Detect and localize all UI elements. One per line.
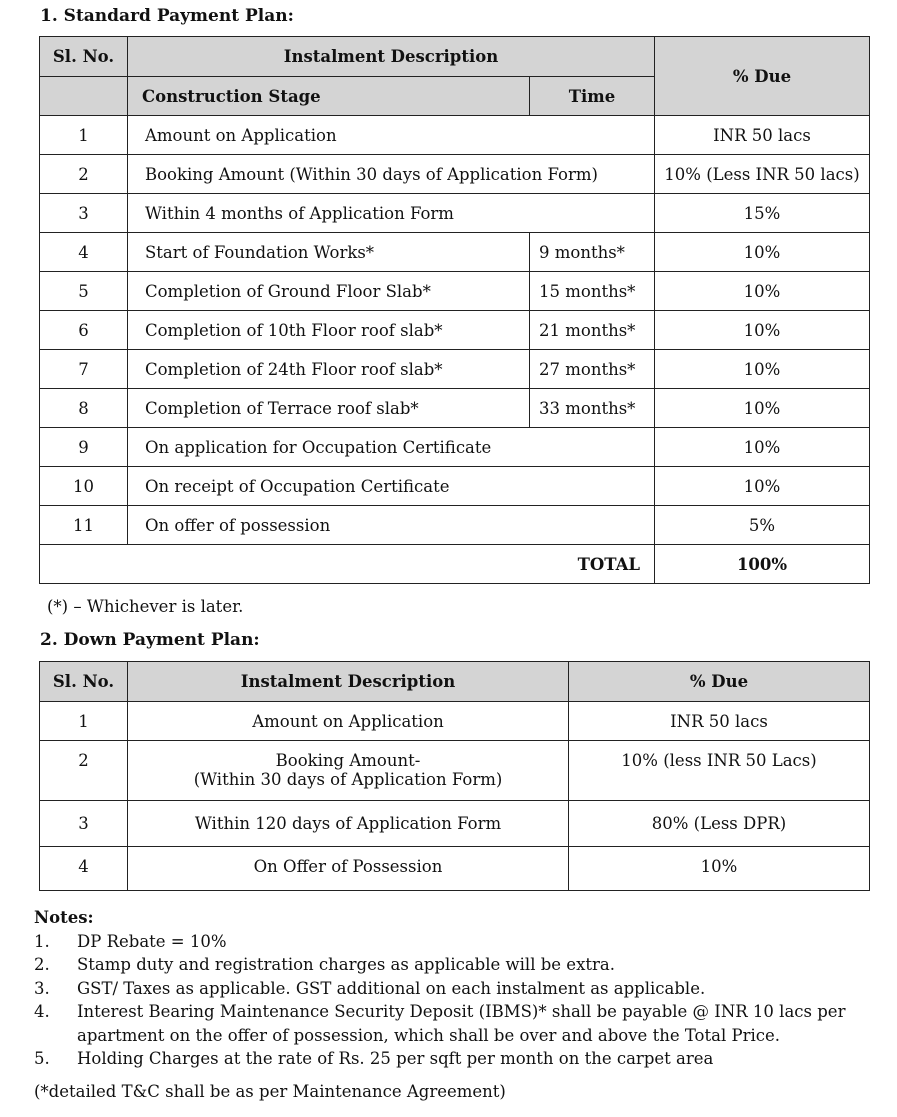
row-description: Within 120 days of Application Form	[128, 801, 569, 847]
row-due: 10%	[655, 272, 870, 311]
row-sl: 3	[40, 194, 128, 233]
total-row	[40, 545, 870, 584]
terms-conditions-note: (*detailed T&C shall be as per Maintenance Agreement)	[34, 1082, 506, 1101]
total-value: 100%	[655, 545, 870, 584]
row-stage: Completion of 24th Floor roof slab*	[128, 350, 530, 389]
row-sl: 1	[40, 702, 128, 741]
row-description: Amount on Application	[128, 702, 569, 741]
whichever-later-footnote: (*) – Whichever is later.	[47, 597, 244, 616]
header-instalment-description: Instalment Description	[128, 662, 569, 702]
table-row	[40, 311, 870, 350]
row-sl: 2	[40, 741, 128, 801]
total-label: TOTAL	[40, 545, 655, 584]
row-stage: On application for Occupation Certificate	[128, 428, 655, 467]
note-number: 2.	[34, 955, 50, 974]
standard-payment-table	[39, 36, 870, 584]
header-sl-no: Sl. No.	[40, 37, 128, 77]
row-time: 21 months*	[530, 311, 655, 350]
row-due: 10%	[655, 350, 870, 389]
table-row	[40, 467, 870, 506]
row-description-line2: (Within 30 days of Application Form)	[193, 770, 503, 789]
row-sl: 11	[40, 506, 128, 545]
header-due: % Due	[569, 662, 870, 702]
table-row	[40, 847, 870, 891]
row-sl: 4	[40, 847, 128, 891]
note-text: Holding Charges at the rate of Rs. 25 per sqft per month on the carpet area	[77, 1049, 714, 1068]
table-row	[40, 194, 870, 233]
row-description-line1: Booking Amount-	[275, 751, 421, 770]
row-due: 10%	[655, 428, 870, 467]
row-description	[128, 741, 569, 801]
row-due: 15%	[655, 194, 870, 233]
table-row	[40, 272, 870, 311]
header-due: % Due	[655, 37, 870, 116]
header-instalment-description: Instalment Description	[128, 37, 655, 77]
table-row	[40, 702, 870, 741]
row-stage: Completion of Ground Floor Slab*	[128, 272, 530, 311]
row-stage: Booking Amount (Within 30 days of Application Form)	[128, 155, 655, 194]
row-stage: Start of Foundation Works*	[128, 233, 530, 272]
notes-section	[34, 906, 879, 1071]
table-row	[40, 428, 870, 467]
table-row	[40, 155, 870, 194]
table-row	[40, 741, 870, 801]
row-due: INR 50 lacs	[655, 116, 870, 155]
note-item	[34, 1000, 879, 1047]
down-plan-title: 2. Down Payment Plan:	[40, 630, 260, 650]
header-sl-no: Sl. No.	[40, 662, 128, 702]
row-sl: 4	[40, 233, 128, 272]
table-row	[40, 233, 870, 272]
row-description: On Offer of Possession	[128, 847, 569, 891]
row-sl: 1	[40, 116, 128, 155]
row-sl: 9	[40, 428, 128, 467]
row-stage: Completion of Terrace roof slab*	[128, 389, 530, 428]
row-due: 10%	[655, 311, 870, 350]
row-sl: 6	[40, 311, 128, 350]
table-row	[40, 389, 870, 428]
row-due: 10%	[655, 389, 870, 428]
row-stage: Amount on Application	[128, 116, 655, 155]
table-row	[40, 116, 870, 155]
header-time: Time	[530, 77, 655, 116]
note-text: Interest Bearing Maintenance Security Deposit (IBMS)* shall be payable @ INR 10 lacs per apartment on the offer of possession, which shall be over and above the Total Price.	[77, 1002, 846, 1045]
row-sl: 10	[40, 467, 128, 506]
standard-plan-title: 1. Standard Payment Plan:	[40, 6, 294, 26]
note-text: GST/ Taxes as applicable. GST additional on each instalment as applicable.	[77, 978, 706, 998]
note-item	[34, 1047, 879, 1071]
note-item	[34, 953, 879, 977]
row-time: 15 months*	[530, 272, 655, 311]
header-construction-stage: Construction Stage	[128, 77, 530, 116]
row-sl: 2	[40, 155, 128, 194]
row-sl: 5	[40, 272, 128, 311]
note-text: Stamp duty and registration charges as applicable will be extra.	[77, 955, 615, 974]
row-sl: 7	[40, 350, 128, 389]
notes-title: Notes:	[34, 908, 94, 927]
row-due: 10% (less INR 50 Lacs)	[569, 741, 870, 801]
row-due: 5%	[655, 506, 870, 545]
row-due: INR 50 lacs	[569, 702, 870, 741]
note-number: 5.	[34, 1049, 50, 1068]
note-item	[34, 930, 879, 954]
row-due: 10% (Less INR 50 lacs)	[655, 155, 870, 194]
row-sl: 3	[40, 801, 128, 847]
row-stage: On offer of possession	[128, 506, 655, 545]
row-due: 10%	[655, 467, 870, 506]
row-due: 80% (Less DPR)	[569, 801, 870, 847]
row-stage: Within 4 months of Application Form	[128, 194, 655, 233]
row-due: 10%	[655, 233, 870, 272]
table-row	[40, 350, 870, 389]
note-text: DP Rebate = 10%	[77, 931, 227, 951]
table-row	[40, 801, 870, 847]
row-time: 9 months*	[530, 233, 655, 272]
row-stage: Completion of 10th Floor roof slab*	[128, 311, 530, 350]
note-number: 3.	[34, 978, 50, 998]
row-due: 10%	[569, 847, 870, 891]
row-stage: On receipt of Occupation Certificate	[128, 467, 655, 506]
note-item	[34, 977, 879, 1001]
note-number: 1.	[34, 931, 50, 951]
down-payment-table	[39, 661, 870, 891]
row-sl: 8	[40, 389, 128, 428]
header-blank	[40, 77, 128, 116]
note-number: 4.	[34, 1002, 50, 1021]
table-row	[40, 506, 870, 545]
row-time: 27 months*	[530, 350, 655, 389]
row-time: 33 months*	[530, 389, 655, 428]
